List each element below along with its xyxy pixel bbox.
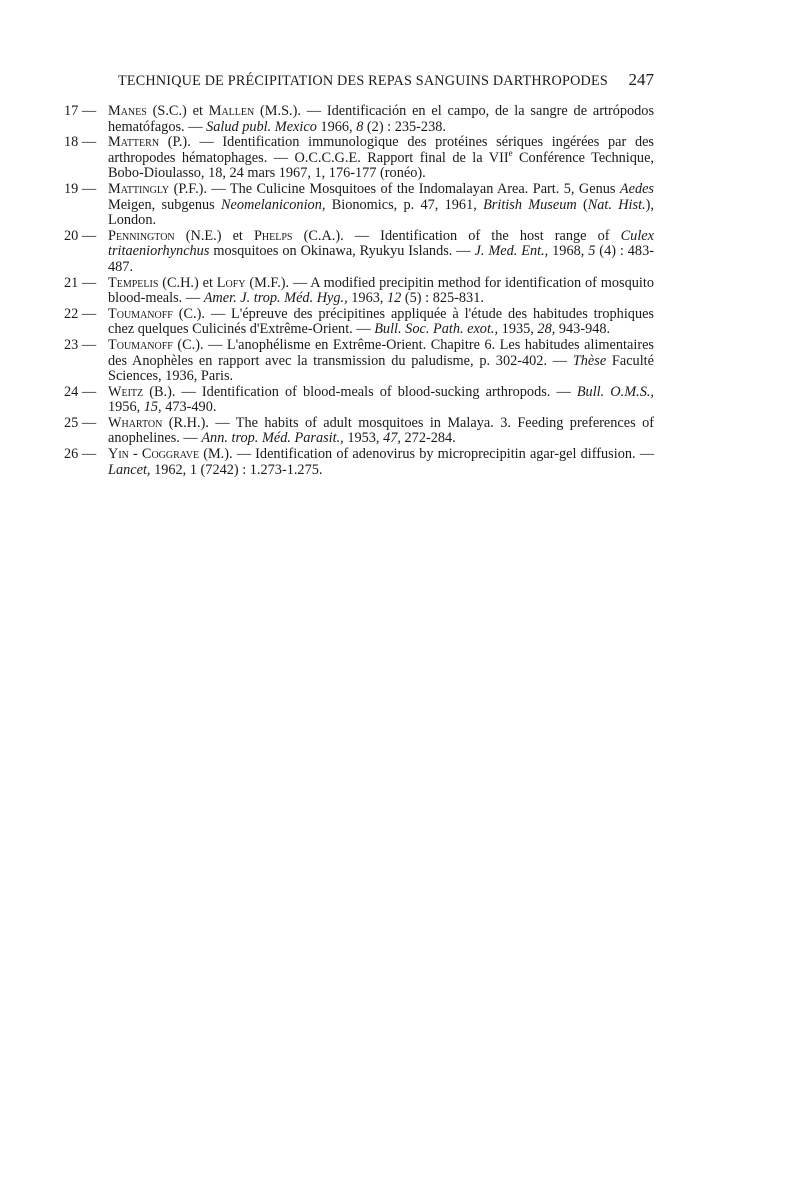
author-name: Pennington (108, 227, 175, 244)
reference-text (108, 181, 654, 228)
reference-number: 22 — (64, 305, 97, 322)
reference-text-segment: (M.). — Identification of adenovirus by microprecipitin agar-gel diffusion. — (199, 446, 654, 463)
reference-entry (64, 447, 654, 478)
reference-text-segment: Meigen, subgenus (108, 196, 221, 213)
reference-text-segment: ), London. (108, 196, 654, 229)
reference-text-segment: mosquitoes on Okinawa, Ryukyu Islands. — (209, 243, 475, 260)
reference-number: 24 — (64, 383, 97, 400)
reference-text-segment: (4) : 483-487. (108, 243, 654, 275)
italic-text: Lancet, (108, 461, 151, 478)
reference-text-segment: 1962, 1 (7242) : 1.273-1.275. (150, 461, 323, 478)
reference-entry (64, 135, 654, 182)
italic-text: Thèse (572, 352, 607, 369)
reference-text (108, 103, 654, 135)
reference-text (108, 134, 654, 181)
reference-number: 18 — (64, 134, 97, 151)
italic-text: Neomelaniconion, (221, 196, 326, 213)
reference-text (108, 446, 654, 478)
reference-number: 19 — (64, 180, 97, 197)
reference-text-segment: (5) : 825-831. (401, 290, 484, 307)
italic-text: 47, (383, 430, 401, 447)
reference-text-segment: 272-284. (400, 430, 456, 447)
reference-entry (64, 307, 654, 338)
reference-text-segment: 1966, (316, 118, 357, 135)
reference-number: 21 — (64, 274, 97, 291)
author-name: Weitz (108, 383, 144, 400)
reference-text-segment: (C.H.) et (158, 274, 217, 291)
reference-text-segment: (B.). — Identification of blood-meals of blood-sucking arthropods. — (143, 383, 577, 400)
italic-text: Amer. J. trop. Méd. Hyg., (203, 290, 348, 307)
author-name: Tempelis (108, 274, 159, 291)
italic-text: Culex tritaeniorhynchus (108, 227, 654, 260)
reference-text-segment: 473-490. (161, 399, 217, 416)
reference-entry (64, 338, 654, 385)
author-name: Mallen (208, 103, 255, 119)
reference-text-segment: (P.). — Identification immunologique des protéines sériques ingérées par des arthropodes hématophages. — O.C.C.G.E. Rapport final de la VII (108, 134, 654, 166)
italic-text: Bull. Soc. Path. exot., (374, 321, 499, 338)
author-name: Manes (108, 103, 147, 119)
reference-entry (64, 276, 654, 307)
reference-text-segment: Conférence Technique, Bobo-Dioulasso, 18, 24 mars 1967, 1, 176-177 (ronéo). (108, 149, 654, 182)
italic-text: Nat. Hist. (587, 196, 646, 213)
italic-text: J. Med. Ent., (474, 243, 549, 260)
reference-number: 20 — (64, 227, 97, 244)
italic-text: Ann. trop. Méd. Parasit., (201, 430, 344, 447)
reference-text-segment: 1953, (343, 430, 384, 447)
reference-text-segment: 1956, (108, 399, 144, 416)
reference-text-segment: (S.C.) et (146, 103, 209, 119)
reference-text-segment: (P.F.). — The Culicine Mosquitoes of the Indomalayan Area. Part. 5, Genus (169, 180, 620, 197)
reference-text (108, 384, 654, 416)
author-name: Mattern (108, 134, 160, 151)
reference-text (108, 415, 654, 447)
reference-text (108, 306, 654, 338)
reference-entry (64, 416, 654, 447)
reference-text-segment: ( (576, 196, 588, 213)
italic-text: Bull. O.M.S., (576, 383, 654, 400)
author-name: Toumanoff (108, 305, 173, 322)
italic-text: Salud publ. Mexico (206, 118, 317, 135)
author-name: Mattingly (108, 180, 170, 197)
italic-text: 15, (143, 399, 162, 416)
author-name: Toumanoff (108, 336, 173, 353)
author-name: Lofy (216, 274, 246, 291)
reference-entry (64, 385, 654, 416)
reference-text-segment: 1935, (498, 321, 538, 338)
italic-text: British Museum (483, 196, 577, 213)
reference-number: 23 — (64, 336, 97, 353)
reference-text-segment: (C.). — L'anophélisme en Extrême-Orient. Chapitre 6. Les habitudes alimentaires des Anophèles en rapport avec la transmission du paludisme, p. 302-402. — (108, 336, 654, 369)
italic-text: Aedes (619, 180, 654, 197)
reference-text (108, 337, 654, 384)
reference-text-segment: (M.S.). — Identificación en el campo, de la sangre de artrópodos hematófagos. — (108, 103, 655, 135)
reference-text (108, 228, 654, 275)
reference-list (64, 104, 654, 478)
reference-text-segment: Bionomics, p. 47, 1961, (325, 196, 484, 213)
italic-text: 28, (537, 321, 556, 338)
reference-text-segment: (N.E.) et (174, 227, 254, 244)
running-title: TECHNIQUE DE PRÉCIPITATION DES REPAS SANGUINS DARTHROPODES (118, 73, 608, 89)
page-number: 247 (628, 70, 654, 89)
reference-entry (64, 104, 654, 135)
reference-number: 17 — (64, 103, 97, 119)
author-name: Phelps (253, 227, 293, 244)
reference-text (108, 275, 654, 307)
author-name: Wharton (108, 414, 163, 431)
italic-text: 8 (356, 118, 364, 135)
reference-text-segment: (C.). — L'épreuve des précipitines appliquée à l'étude des habitudes trophiques chez quelques Culicinés d'Extrême-Orient. — (108, 305, 654, 338)
reference-entry (64, 182, 654, 229)
reference-text-segment: Faculté Sciences, 1936, Paris. (108, 352, 654, 385)
reference-entry (64, 229, 654, 276)
superscript: e (508, 148, 513, 159)
reference-text-segment: 943-948. (555, 321, 611, 338)
reference-text-segment: (2) : 235-238. (363, 118, 446, 135)
reference-number: 26 — (64, 446, 97, 463)
author-name: Yin - Coggrave (108, 446, 200, 463)
page-header (118, 70, 654, 94)
reference-text-segment: (R.H.). — The habits of adult mosquitoes in Malaya. 3. Feeding preferences of anophelines. — (108, 414, 654, 447)
reference-text-segment: (C.A.). — Identification of the host range of (292, 227, 621, 244)
reference-text-segment: 1968, (548, 243, 589, 260)
italic-text: 5 (588, 243, 596, 260)
reference-number: 25 — (64, 414, 97, 431)
reference-text-segment: 1963, (347, 290, 388, 307)
reference-text-segment: (M.F.). — A modified precipitin method for identification of mosquito blood-meals. — (108, 274, 654, 307)
italic-text: 12 (387, 290, 402, 307)
